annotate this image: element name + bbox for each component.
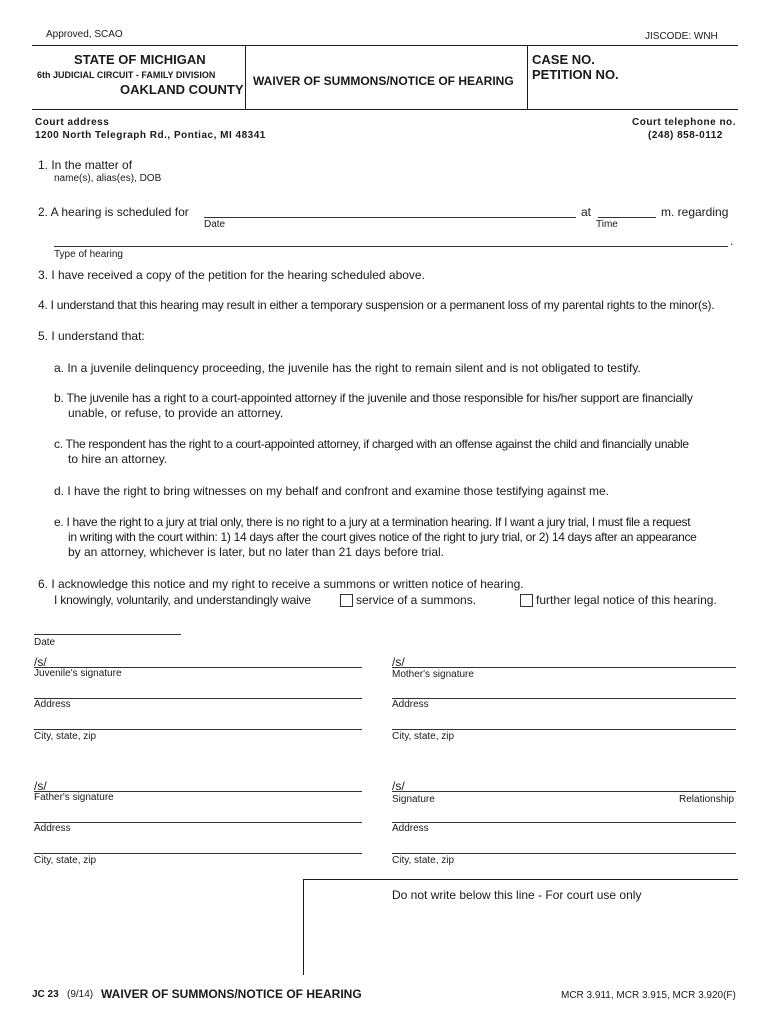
father-sig-value: /s/ [34, 779, 47, 793]
item-5e-line1: e. I have the right to a jury at trial only, there is no right to a jury at a termination hearing. If I want a jury trial, I must file a request [54, 515, 691, 529]
petition-no-label: PETITION NO. [532, 67, 619, 82]
waive-summons-checkbox[interactable] [340, 594, 353, 607]
date-field[interactable] [34, 634, 181, 635]
header-divider-left [245, 45, 246, 109]
other-signature-caption: Signature [392, 794, 435, 805]
footer-date: (9/14) [67, 989, 94, 1000]
item-1-label: 1. In the matter of [38, 158, 133, 172]
father-city-field[interactable] [34, 853, 362, 854]
item-3-text: 3. I have received a copy of the petition for the hearing scheduled above. [38, 268, 425, 282]
juvenile-sig-value: /s/ [34, 655, 47, 669]
item-6-line2: I knowingly, voluntarily, and understandingly waive [54, 593, 311, 607]
mother-address-field[interactable] [392, 698, 736, 699]
item-5b-line1: b. The juvenile has a right to a court-appointed attorney if the juvenile and those responsible for his/her support are financially [54, 391, 693, 405]
item-5a-text: a. In a juvenile delinquency proceeding, the juvenile has the right to remain silent and is not obligated to testify. [54, 361, 641, 375]
county-title: OAKLAND COUNTY [120, 82, 244, 97]
mother-sig-value: /s/ [392, 655, 405, 669]
court-address-label: Court address [35, 117, 110, 128]
father-signature-caption: Father's signature [34, 792, 114, 803]
mother-signature-caption: Mother's signature [392, 669, 474, 680]
other-city-field[interactable] [392, 853, 736, 854]
father-address-field[interactable] [34, 822, 362, 823]
hearing-time-field[interactable] [598, 217, 656, 218]
other-address-field[interactable] [392, 822, 736, 823]
juvenile-address-field[interactable] [34, 698, 362, 699]
mother-city-caption: City, state, zip [392, 731, 455, 742]
mother-signature-field[interactable] [392, 667, 736, 668]
footer-mcr: MCR 3.911, MCR 3.915, MCR 3.920(F) [561, 990, 736, 1001]
item-5b-line2: unable, or refuse, to provide an attorney. [68, 406, 284, 420]
waive-notice-label: further legal notice of this hearing. [536, 593, 717, 607]
hearing-type-caption: Type of hearing [54, 249, 123, 260]
hearing-date-caption: Date [204, 219, 226, 230]
waive-notice-checkbox[interactable] [520, 594, 533, 607]
relationship-caption: Relationship [679, 794, 735, 805]
item-5e-line2: in writing with the court within: 1) 14 days after the court gives notice of the right to jury trial, or 2) 14 days after an appearance [68, 530, 697, 544]
court-phone-label: Court telephone no. [632, 117, 736, 128]
hearing-date-field[interactable] [204, 217, 576, 218]
item-4-text: 4. I understand that this hearing may result in either a temporary suspension or a permanent loss of my parental rights to the minor(s). [38, 298, 715, 312]
item-6-line1: 6. I acknowledge this notice and my right to receive a summons or written notice of hearing. [38, 577, 524, 591]
item-2-period: . [730, 234, 734, 248]
juvenile-city-field[interactable] [34, 729, 362, 730]
header-divider-right [527, 45, 528, 109]
court-use-label: Do not write below this line - For court use only [392, 888, 642, 902]
header-top-rule [32, 45, 738, 46]
mother-address-caption: Address [392, 699, 429, 710]
header-bottom-rule [32, 109, 738, 110]
case-no-label: CASE NO. [532, 52, 595, 67]
court-use-top-rule [303, 879, 738, 880]
item-2-regarding: m. regarding [661, 205, 729, 219]
circuit-title: 6th JUDICIAL CIRCUIT - FAMILY DIVISION [37, 70, 216, 80]
juvenile-signature-caption: Juvenile's signature [34, 668, 122, 679]
item-2-at: at [581, 205, 592, 219]
juvenile-city-caption: City, state, zip [34, 731, 97, 742]
item-5c-line1: c. The respondent has the right to a court-appointed attorney, if charged with an offense against the child and financially unable [54, 437, 689, 451]
other-sig-value: /s/ [392, 779, 405, 793]
waive-summons-label: service of a summons. [356, 593, 477, 607]
form-title: WAIVER OF SUMMONS/NOTICE OF HEARING [253, 74, 514, 88]
juvenile-address-caption: Address [34, 699, 71, 710]
court-address: 1200 North Telegraph Rd., Pontiac, MI 48341 [35, 130, 266, 141]
other-signature-field[interactable] [392, 791, 736, 792]
footer-form-no: JC 23 [32, 989, 59, 1000]
state-title: STATE OF MICHIGAN [74, 52, 206, 67]
father-city-caption: City, state, zip [34, 855, 97, 866]
other-city-caption: City, state, zip [392, 855, 455, 866]
item-1-sublabel: name(s), alias(es), DOB [54, 173, 162, 184]
item-5-text: 5. I understand that: [38, 329, 145, 343]
item-5d-text: d. I have the right to bring witnesses on my behalf and confront and examine those testifying against me. [54, 484, 609, 498]
court-use-left-rule [303, 879, 304, 975]
other-address-caption: Address [392, 823, 429, 834]
hearing-type-field[interactable] [54, 246, 728, 247]
footer-title: WAIVER OF SUMMONS/NOTICE OF HEARING [101, 987, 362, 1001]
item-5e-line3: by an attorney, whichever is later, but no later than 21 days before trial. [68, 545, 444, 559]
hearing-time-caption: Time [596, 219, 618, 230]
approved-label: Approved, SCAO [46, 29, 123, 40]
date-caption: Date [34, 637, 56, 648]
item-2-label: 2. A hearing is scheduled for [38, 205, 189, 219]
mother-city-field[interactable] [392, 729, 736, 730]
jiscode-label: JISCODE: WNH [645, 31, 718, 42]
item-5c-line2: to hire an attorney. [68, 452, 168, 466]
court-phone: (248) 858-0112 [648, 130, 723, 141]
father-address-caption: Address [34, 823, 71, 834]
